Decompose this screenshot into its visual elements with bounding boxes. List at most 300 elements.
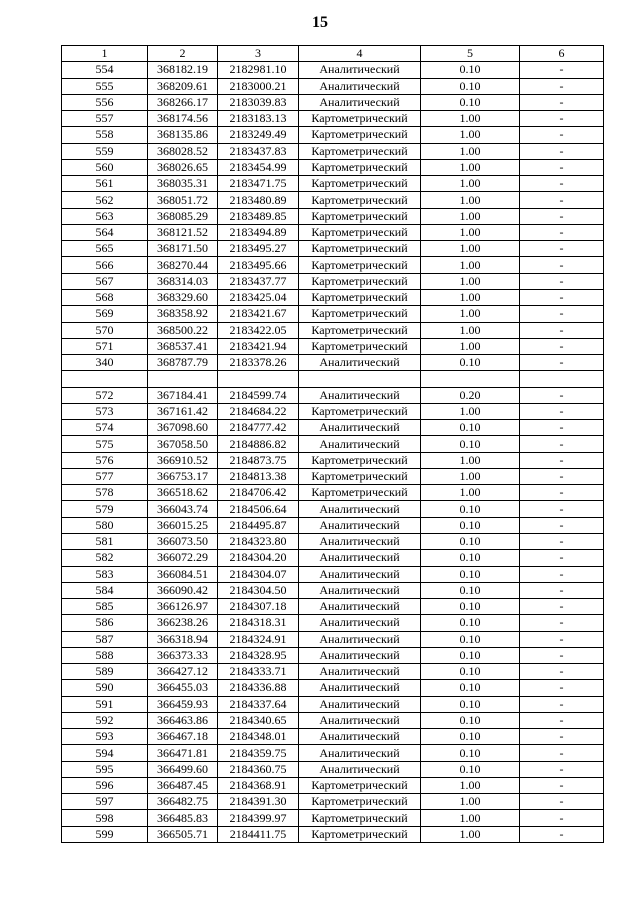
- table-cell: 0.10: [421, 729, 520, 745]
- table-cell: -: [520, 111, 604, 127]
- table-cell: -: [520, 745, 604, 761]
- table-cell: 1.00: [421, 127, 520, 143]
- table-cell: -: [520, 712, 604, 728]
- table-cell: 0.10: [421, 696, 520, 712]
- table-cell: Аналитический: [299, 78, 421, 94]
- table-cell: 2184813.38: [218, 468, 299, 484]
- table-cell: 585: [62, 599, 148, 615]
- table-cell: -: [520, 62, 604, 78]
- table-cell: 2184304.50: [218, 582, 299, 598]
- table-cell: 577: [62, 468, 148, 484]
- table-row: [62, 468, 604, 484]
- table-cell: Аналитический: [299, 680, 421, 696]
- table-cell: 1.00: [421, 794, 520, 810]
- table-cell: 586: [62, 615, 148, 631]
- table-cell: 2184336.88: [218, 680, 299, 696]
- table-cell: 2184684.22: [218, 403, 299, 419]
- table-row: [62, 208, 604, 224]
- table-cell: 0.10: [421, 501, 520, 517]
- table-cell: 2184411.75: [218, 826, 299, 842]
- table-cell: Картометрический: [299, 338, 421, 354]
- table-cell: 2183421.67: [218, 306, 299, 322]
- table-cell: 366318.94: [148, 631, 218, 647]
- table-cell: -: [520, 631, 604, 647]
- table-cell: Аналитический: [299, 436, 421, 452]
- table-cell: Аналитический: [299, 615, 421, 631]
- table-cell: 1.00: [421, 777, 520, 793]
- table-cell: -: [520, 533, 604, 549]
- table-cell: Картометрический: [299, 257, 421, 273]
- table-cell: 0.10: [421, 615, 520, 631]
- table-cell: 570: [62, 322, 148, 338]
- table-row: [62, 436, 604, 452]
- table-cell: -: [520, 355, 604, 371]
- table-row: [62, 338, 604, 354]
- table-cell: 2184304.07: [218, 566, 299, 582]
- page-number: 15: [312, 14, 328, 31]
- table-row: [62, 371, 604, 387]
- table-cell: 366482.75: [148, 794, 218, 810]
- table-cell: 1.00: [421, 403, 520, 419]
- table-cell: -: [520, 729, 604, 745]
- table-cell: -: [520, 143, 604, 159]
- table-cell: 0.10: [421, 355, 520, 371]
- table-cell: Аналитический: [299, 501, 421, 517]
- table-row: [62, 111, 604, 127]
- coordinates-table: [61, 45, 604, 843]
- table-row: [62, 680, 604, 696]
- table-cell: -: [520, 680, 604, 696]
- table-cell: 571: [62, 338, 148, 354]
- table-cell: 0.10: [421, 582, 520, 598]
- table-cell: 2184391.30: [218, 794, 299, 810]
- table-row: [62, 566, 604, 582]
- table-cell: 2183489.85: [218, 208, 299, 224]
- table-cell: 2183495.27: [218, 241, 299, 257]
- table-cell: 366427.12: [148, 664, 218, 680]
- table-cell: Аналитический: [299, 696, 421, 712]
- table-cell: 590: [62, 680, 148, 696]
- table-cell: 580: [62, 517, 148, 533]
- table-cell: 574: [62, 420, 148, 436]
- table-cell: -: [520, 94, 604, 110]
- table-cell: Аналитический: [299, 550, 421, 566]
- table-cell: Картометрический: [299, 485, 421, 501]
- table-row: [62, 273, 604, 289]
- column-header-1: 1: [62, 46, 148, 62]
- table-cell: 1.00: [421, 257, 520, 273]
- table-cell: 598: [62, 810, 148, 826]
- table-cell: Картометрический: [299, 111, 421, 127]
- table-cell: 366455.03: [148, 680, 218, 696]
- column-header-6: 6: [520, 46, 604, 62]
- table-cell: Аналитический: [299, 62, 421, 78]
- table-cell: Картометрический: [299, 127, 421, 143]
- table-cell: 1.00: [421, 306, 520, 322]
- table-cell: 566: [62, 257, 148, 273]
- table-cell: 2184599.74: [218, 387, 299, 403]
- table-row: [62, 355, 604, 371]
- table-cell: Аналитический: [299, 582, 421, 598]
- table-cell: Аналитический: [299, 94, 421, 110]
- table-cell: Аналитический: [299, 517, 421, 533]
- table-cell: 366073.50: [148, 533, 218, 549]
- table-cell: 0.10: [421, 78, 520, 94]
- table-cell: 367058.50: [148, 436, 218, 452]
- table-cell: 367161.42: [148, 403, 218, 419]
- table-cell: -: [520, 452, 604, 468]
- table-cell: 1.00: [421, 452, 520, 468]
- table-cell: 366090.42: [148, 582, 218, 598]
- table-cell: 1.00: [421, 826, 520, 842]
- table-cell: 368358.92: [148, 306, 218, 322]
- table-row: [62, 452, 604, 468]
- table-cell: 368500.22: [148, 322, 218, 338]
- table-row: [62, 62, 604, 78]
- table-cell: -: [520, 615, 604, 631]
- table-cell: 368171.50: [148, 241, 218, 257]
- table-cell: 2183378.26: [218, 355, 299, 371]
- table-row: [62, 322, 604, 338]
- table-cell: 368135.86: [148, 127, 218, 143]
- table-cell: 366459.93: [148, 696, 218, 712]
- table-cell: -: [520, 192, 604, 208]
- table-cell: Картометрический: [299, 159, 421, 175]
- table-cell: 340: [62, 355, 148, 371]
- table-cell: -: [520, 78, 604, 94]
- table-cell: 0.10: [421, 761, 520, 777]
- table-cell: 366518.62: [148, 485, 218, 501]
- table-cell: Картометрический: [299, 468, 421, 484]
- table-cell: 1.00: [421, 192, 520, 208]
- table-cell: Картометрический: [299, 208, 421, 224]
- table-cell: 2184873.75: [218, 452, 299, 468]
- table-cell: [218, 371, 299, 387]
- table-row: [62, 159, 604, 175]
- table-cell: 565: [62, 241, 148, 257]
- table-cell: 0.10: [421, 680, 520, 696]
- table-row: [62, 582, 604, 598]
- table-cell: 366043.74: [148, 501, 218, 517]
- table-cell: 366910.52: [148, 452, 218, 468]
- table-cell: 578: [62, 485, 148, 501]
- table-cell: 368026.65: [148, 159, 218, 175]
- table-cell: 0.10: [421, 436, 520, 452]
- table-cell: 579: [62, 501, 148, 517]
- table-cell: Картометрический: [299, 192, 421, 208]
- table-cell: Аналитический: [299, 355, 421, 371]
- table-cell: 366072.29: [148, 550, 218, 566]
- table-row: [62, 78, 604, 94]
- table-cell: -: [520, 289, 604, 305]
- table-cell: 1.00: [421, 159, 520, 175]
- table-cell: 592: [62, 712, 148, 728]
- table-cell: 0.10: [421, 664, 520, 680]
- table-cell: -: [520, 176, 604, 192]
- table-cell: Аналитический: [299, 664, 421, 680]
- table-cell: 1.00: [421, 224, 520, 240]
- table-cell: -: [520, 664, 604, 680]
- table-row: [62, 794, 604, 810]
- table-cell: 589: [62, 664, 148, 680]
- table-cell: Картометрический: [299, 241, 421, 257]
- table-cell: 1.00: [421, 143, 520, 159]
- table-cell: 2183421.94: [218, 338, 299, 354]
- table-cell: 0.10: [421, 62, 520, 78]
- table-cell: -: [520, 810, 604, 826]
- table-cell: 2184323.80: [218, 533, 299, 549]
- table-cell: -: [520, 582, 604, 598]
- table-cell: 368266.17: [148, 94, 218, 110]
- table-cell: 559: [62, 143, 148, 159]
- table-cell: 2183249.49: [218, 127, 299, 143]
- table-cell: 367098.60: [148, 420, 218, 436]
- table-cell: 0.10: [421, 631, 520, 647]
- table-cell: -: [520, 777, 604, 793]
- table-cell: Аналитический: [299, 533, 421, 549]
- table-cell: -: [520, 794, 604, 810]
- table-row: [62, 729, 604, 745]
- table-cell: 366499.60: [148, 761, 218, 777]
- table-cell: 569: [62, 306, 148, 322]
- table-cell: 2183437.83: [218, 143, 299, 159]
- table-cell: 368121.52: [148, 224, 218, 240]
- table-cell: -: [520, 159, 604, 175]
- table-row: [62, 533, 604, 549]
- table-row: [62, 631, 604, 647]
- table-cell: 597: [62, 794, 148, 810]
- table-cell: 368270.44: [148, 257, 218, 273]
- table-row: [62, 550, 604, 566]
- table-cell: 584: [62, 582, 148, 598]
- table-cell: Картометрический: [299, 452, 421, 468]
- table-row: [62, 94, 604, 110]
- table-row: [62, 143, 604, 159]
- header-row: [62, 46, 604, 62]
- table-cell: 575: [62, 436, 148, 452]
- table-cell: -: [520, 322, 604, 338]
- table-cell: -: [520, 420, 604, 436]
- table-cell: 366505.71: [148, 826, 218, 842]
- table-cell: -: [520, 599, 604, 615]
- table-cell: -: [520, 485, 604, 501]
- table-cell: Аналитический: [299, 745, 421, 761]
- table-cell: 0.10: [421, 94, 520, 110]
- table-cell: 368182.19: [148, 62, 218, 78]
- table-row: [62, 517, 604, 533]
- table-cell: 588: [62, 647, 148, 663]
- table-cell: 572: [62, 387, 148, 403]
- table-cell: -: [520, 241, 604, 257]
- table-cell: 2184337.64: [218, 696, 299, 712]
- table-row: [62, 403, 604, 419]
- table-cell: -: [520, 306, 604, 322]
- table-cell: 368537.41: [148, 338, 218, 354]
- table-cell: -: [520, 501, 604, 517]
- table-cell: 596: [62, 777, 148, 793]
- table-cell: Картометрический: [299, 224, 421, 240]
- table-row: [62, 777, 604, 793]
- table-row: [62, 696, 604, 712]
- table-cell: 2184706.42: [218, 485, 299, 501]
- table-row: [62, 192, 604, 208]
- table-cell: 368787.79: [148, 355, 218, 371]
- table-cell: 561: [62, 176, 148, 192]
- table-cell: 367184.41: [148, 387, 218, 403]
- table-cell: 1.00: [421, 241, 520, 257]
- table-cell: Аналитический: [299, 387, 421, 403]
- table-cell: 595: [62, 761, 148, 777]
- table-cell: 0.10: [421, 599, 520, 615]
- table-cell: 2184368.91: [218, 777, 299, 793]
- table-cell: -: [520, 826, 604, 842]
- table-cell: 2183000.21: [218, 78, 299, 94]
- table-cell: Картометрический: [299, 176, 421, 192]
- table-cell: -: [520, 387, 604, 403]
- table-header: [62, 46, 604, 62]
- table-cell: 583: [62, 566, 148, 582]
- table-row: [62, 257, 604, 273]
- table-cell: 587: [62, 631, 148, 647]
- column-header-3: 3: [218, 46, 299, 62]
- table-cell: 368028.52: [148, 143, 218, 159]
- table-cell: 2184333.71: [218, 664, 299, 680]
- table-cell: 567: [62, 273, 148, 289]
- table-cell: 366084.51: [148, 566, 218, 582]
- table-cell: Картометрический: [299, 810, 421, 826]
- table-cell: 599: [62, 826, 148, 842]
- table-cell: 1.00: [421, 338, 520, 354]
- table-cell: 554: [62, 62, 148, 78]
- table-cell: [421, 371, 520, 387]
- table-cell: Аналитический: [299, 712, 421, 728]
- table-cell: 1.00: [421, 289, 520, 305]
- table-cell: 576: [62, 452, 148, 468]
- table-cell: 0.10: [421, 566, 520, 582]
- table-cell: 2184360.75: [218, 761, 299, 777]
- table-cell: 2183422.05: [218, 322, 299, 338]
- table-cell: Картометрический: [299, 322, 421, 338]
- table-cell: -: [520, 273, 604, 289]
- table-cell: 1.00: [421, 485, 520, 501]
- table-row: [62, 485, 604, 501]
- table-cell: -: [520, 338, 604, 354]
- table-cell: [148, 371, 218, 387]
- table-cell: -: [520, 257, 604, 273]
- table-cell: 560: [62, 159, 148, 175]
- table-cell: 2184304.20: [218, 550, 299, 566]
- table-row: [62, 664, 604, 680]
- table-row: [62, 712, 604, 728]
- table-cell: 368209.61: [148, 78, 218, 94]
- table-cell: 366471.81: [148, 745, 218, 761]
- table-row: [62, 761, 604, 777]
- table-cell: 581: [62, 533, 148, 549]
- table-cell: 2184495.87: [218, 517, 299, 533]
- table-cell: 1.00: [421, 176, 520, 192]
- table-cell: 2183494.89: [218, 224, 299, 240]
- table-cell: 2184886.82: [218, 436, 299, 452]
- table-cell: 2183495.66: [218, 257, 299, 273]
- table-cell: 368035.31: [148, 176, 218, 192]
- table-cell: 562: [62, 192, 148, 208]
- table-cell: 366753.17: [148, 468, 218, 484]
- table-row: [62, 176, 604, 192]
- table-row: [62, 647, 604, 663]
- table-cell: Картометрический: [299, 143, 421, 159]
- table-cell: -: [520, 696, 604, 712]
- table-cell: Аналитический: [299, 761, 421, 777]
- column-header-4: 4: [299, 46, 421, 62]
- table-cell: 2184324.91: [218, 631, 299, 647]
- table-cell: 563: [62, 208, 148, 224]
- table-cell: 366238.26: [148, 615, 218, 631]
- table-cell: Картометрический: [299, 273, 421, 289]
- table-cell: 2183039.83: [218, 94, 299, 110]
- table-cell: Аналитический: [299, 647, 421, 663]
- table-cell: 1.00: [421, 322, 520, 338]
- table-row: [62, 224, 604, 240]
- table-cell: 368174.56: [148, 111, 218, 127]
- table-cell: 0.10: [421, 550, 520, 566]
- table-cell: 1.00: [421, 273, 520, 289]
- table-cell: 0.10: [421, 712, 520, 728]
- table-row: [62, 387, 604, 403]
- table-cell: 366467.18: [148, 729, 218, 745]
- table-cell: 1.00: [421, 111, 520, 127]
- table-cell: 2184777.42: [218, 420, 299, 436]
- table-body: [62, 62, 604, 843]
- table-row: [62, 127, 604, 143]
- table-cell: 366485.83: [148, 810, 218, 826]
- table-cell: 0.10: [421, 533, 520, 549]
- table-cell: 557: [62, 111, 148, 127]
- table-row: [62, 241, 604, 257]
- table-cell: 368051.72: [148, 192, 218, 208]
- table-cell: -: [520, 566, 604, 582]
- table-cell: 1.00: [421, 468, 520, 484]
- table-cell: -: [520, 550, 604, 566]
- table-cell: -: [520, 403, 604, 419]
- table-cell: 366126.97: [148, 599, 218, 615]
- table-cell: -: [520, 647, 604, 663]
- table-cell: 2183437.77: [218, 273, 299, 289]
- column-header-2: 2: [148, 46, 218, 62]
- table-cell: 0.10: [421, 647, 520, 663]
- table-cell: -: [520, 517, 604, 533]
- table-cell: 368314.03: [148, 273, 218, 289]
- table-cell: Картометрический: [299, 777, 421, 793]
- table-cell: 366463.86: [148, 712, 218, 728]
- table-cell: 2184359.75: [218, 745, 299, 761]
- table-cell: 2183454.99: [218, 159, 299, 175]
- table-cell: Аналитический: [299, 599, 421, 615]
- table-row: [62, 826, 604, 842]
- table-cell: Аналитический: [299, 729, 421, 745]
- table-cell: 568: [62, 289, 148, 305]
- table-cell: 2184399.97: [218, 810, 299, 826]
- table-row: [62, 306, 604, 322]
- table-cell: -: [520, 761, 604, 777]
- table-cell: -: [520, 127, 604, 143]
- table-row: [62, 420, 604, 436]
- table-cell: 0.10: [421, 517, 520, 533]
- table-cell: 582: [62, 550, 148, 566]
- table-cell: 564: [62, 224, 148, 240]
- table-cell: Картометрический: [299, 306, 421, 322]
- table-cell: Картометрический: [299, 289, 421, 305]
- table-cell: 368329.60: [148, 289, 218, 305]
